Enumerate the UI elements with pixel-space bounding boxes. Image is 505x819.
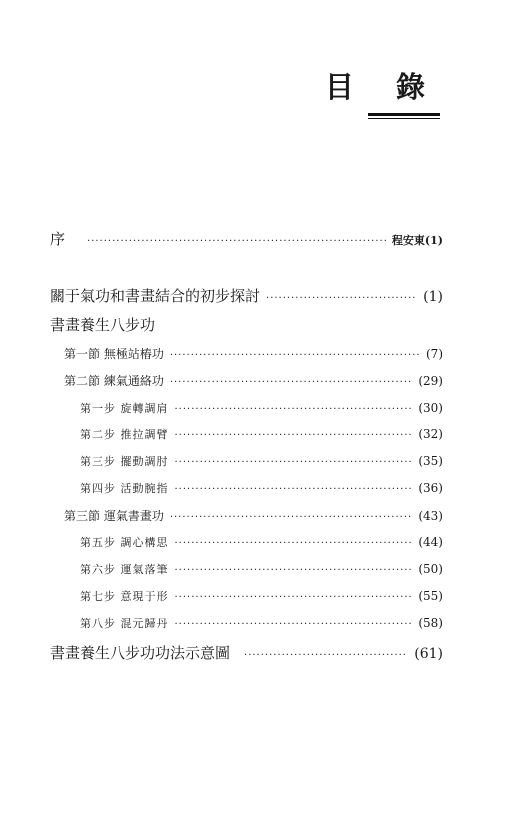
title-underline-thin	[368, 118, 440, 119]
toc-entry-label: 第三節 運氣書畫功	[64, 509, 164, 523]
toc-leader-dots	[175, 405, 413, 415]
toc-entry-diagrams[interactable]	[50, 642, 443, 663]
toc-entry-label: 第五步 調心構思	[80, 536, 169, 549]
toc-entry-label: 第一節 無極站樁功	[64, 347, 164, 361]
toc-entry-section-3[interactable]	[64, 507, 443, 524]
toc-entry-page: (30)	[418, 401, 443, 415]
toc-leader-dots	[175, 566, 413, 576]
toc-entry-step-5[interactable]	[80, 534, 443, 550]
toc-entry-label: 第二節 練氣通絡功	[64, 374, 164, 388]
toc-entry-step-2[interactable]	[80, 426, 443, 442]
toc-leader-dots	[175, 458, 413, 468]
toc-entry-step-8[interactable]	[80, 615, 443, 631]
toc-leader-dots	[175, 593, 413, 603]
toc-leader-dots	[170, 378, 413, 388]
toc-entry-page: (43)	[418, 509, 443, 523]
toc-entry-label: 書畫養生八步功功法示意圖	[50, 644, 231, 662]
toc-leader-dots	[170, 351, 420, 361]
toc-entry-page: (58)	[418, 616, 443, 630]
toc-entry-page: (35)	[418, 454, 443, 468]
toc-entry-label: 第八步 混元歸丹	[80, 617, 169, 630]
toc-entry-label: 序	[50, 230, 66, 248]
toc-entry-label: 第一步 旋轉調肩	[80, 402, 169, 415]
toc-entry-step-1[interactable]	[80, 400, 443, 416]
toc-entry-label: 書畫養生八步功	[50, 316, 156, 334]
toc-entry-label: 第三步 擺動調肘	[80, 455, 169, 468]
toc-leader-dots	[87, 237, 386, 247]
toc-entry-step-3[interactable]	[80, 453, 443, 469]
toc-entry-step-4[interactable]	[80, 480, 443, 496]
toc-leader-dots	[175, 539, 413, 549]
toc-entry-preface[interactable]	[50, 228, 443, 249]
toc-section-heading[interactable]	[50, 314, 155, 335]
toc-entry-label: 第二步 推拉調臂	[80, 428, 169, 441]
toc-leader-dots	[175, 431, 413, 441]
toc-entry-page: (61)	[414, 646, 443, 662]
toc-entry-page: 程安東(1)	[391, 234, 443, 247]
toc-entry-label: 第四步 活動腕指	[80, 482, 169, 495]
toc-entry-page: (1)	[423, 289, 443, 305]
toc-leader-dots	[170, 513, 413, 523]
toc-entry-label: 第七步 意現于形	[80, 590, 169, 603]
toc-entry-step-6[interactable]	[80, 561, 443, 577]
toc-entry-page: (32)	[418, 427, 443, 441]
toc-entry-page: (44)	[418, 535, 443, 549]
toc-entry-page: (50)	[418, 562, 443, 576]
toc-entry-label: 關于氣功和書畫結合的初步探討	[50, 287, 261, 305]
toc-leader-dots	[266, 294, 417, 304]
toc-entry-section-2[interactable]	[64, 372, 443, 389]
toc-entry-section-1[interactable]	[64, 345, 443, 362]
toc-entry-introduction[interactable]	[50, 285, 443, 306]
toc-leader-dots	[244, 651, 408, 661]
toc-entry-page: (29)	[418, 374, 443, 388]
toc-leader-dots	[175, 485, 413, 495]
toc-entry-page: (7)	[426, 347, 443, 361]
toc-leader-dots	[175, 620, 413, 630]
toc-entry-label: 第六步 運氣落筆	[80, 563, 169, 576]
toc-entry-page: (36)	[418, 481, 443, 495]
page-title: 目 錄	[324, 70, 441, 104]
toc-entry-page: (55)	[418, 589, 443, 603]
toc-entry-step-7[interactable]	[80, 588, 443, 604]
title-underline-thick	[368, 113, 440, 116]
